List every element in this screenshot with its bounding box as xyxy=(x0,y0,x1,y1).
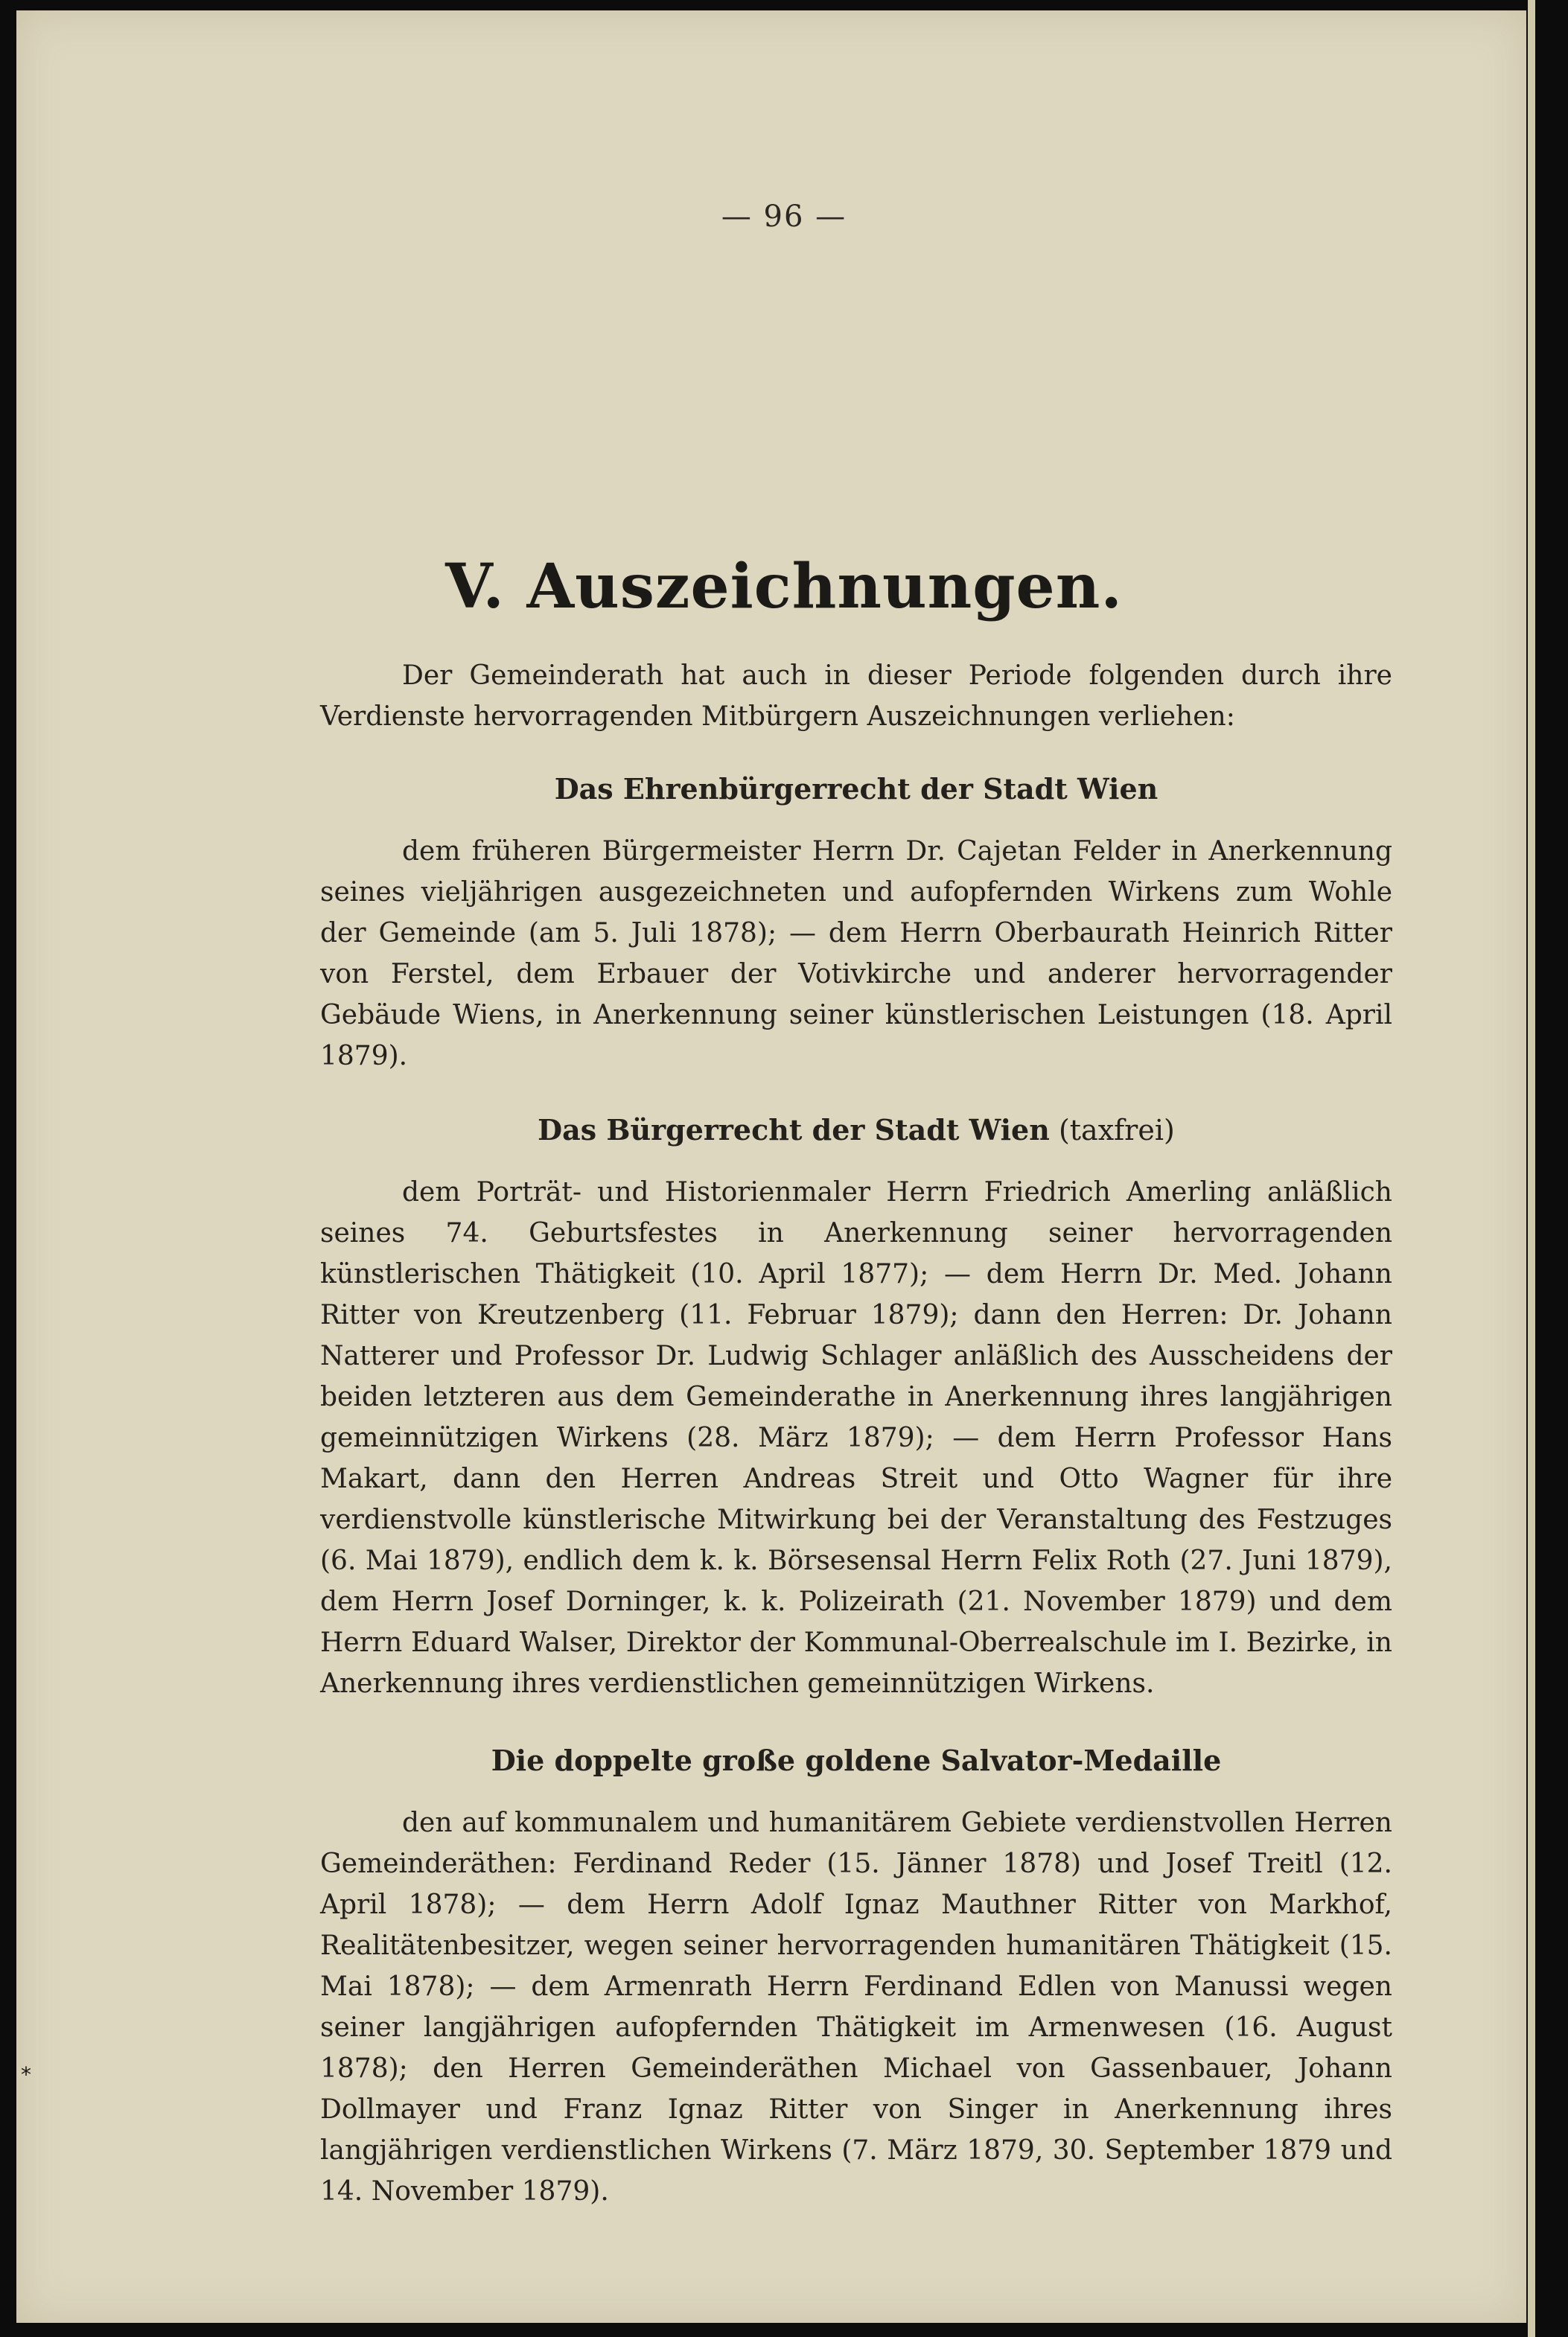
page-title: V. Auszeichnungen. xyxy=(445,551,1123,622)
document-body xyxy=(320,655,1392,2212)
page-number: — 96 — xyxy=(721,200,847,234)
page-edge xyxy=(1528,0,1535,2337)
section-heading-buergerrecht xyxy=(320,1109,1392,1151)
section-heading-salvator-medaille xyxy=(320,1740,1392,1782)
section-paragraph-ehrenbuergerrecht: dem früheren Bürgermeister Herrn Dr. Cajetan Felder in Anerkennung seines vieljährigen ausgezeichneten und aufopfernden Wirkens zum Wohle der Gemeinde (am 5. Juli 1878); — dem Herrn Oberbaurath Heinrich Ritter von Ferstel, dem Erbauer der Votivkirche und anderer hervorragender Gebäude Wiens, in Anerkennung seiner künstlerischen Leistungen (18. April 1879). xyxy=(320,836,1392,1071)
margin-mark: * xyxy=(21,2062,31,2087)
section-paragraph-buergerrecht: dem Porträt- und Historienmaler Herrn Friedrich Amerling anläßlich seines 74. Geburtsfestes in Anerkennung seiner hervorragenden künstlerischen Thätigkeit (10. April 1877); — dem Herrn Dr. Med. Johann Ritter von Kreutzenberg (11. Februar 1879); dann den Herren: Dr. Johann Natterer und Professor Dr. Ludwig Schlager anläßlich des Ausscheidens der beiden letzteren aus dem Gemeinderathe in Anerkennung ihres langjährigen gemeinnützigen Wirkens (28. März 1879); — dem Herrn Professor Hans Makart, dann den Herren Andreas Streit und Otto Wagner für ihre verdienstvolle künstlerische Mitwirkung bei der Veranstaltung des Festzuges (6. Mai 1879), endlich dem k. k. Börsesensal Herrn Felix Roth (27. Juni 1879), dem Herrn Josef Dorninger, k. k. Polizeirath (21. November 1879) und dem Herrn Eduard Walser, Direktor der Kommunal-Oberrealschule im I. Bezirke, in Anerkennung ihres verdienstlichen gemeinnützigen Wirkens. xyxy=(320,1177,1392,1699)
section-heading-text: Die doppelte große goldene Salvator-Medaille xyxy=(491,1744,1222,1777)
section-heading-text: Das Bürgerrecht der Stadt Wien xyxy=(538,1113,1050,1147)
section-heading-text: Das Ehrenbürgerrecht der Stadt Wien xyxy=(554,772,1159,806)
section-heading-suffix: (taxfrei) xyxy=(1049,1114,1175,1147)
section-heading-ehrenbuergerrecht xyxy=(320,768,1392,810)
section-paragraph-salvator-medaille: den auf kommunalem und humanitärem Gebiete verdienstvollen Herren Gemeinderäthen: Ferdinand Reder (15. Jänner 1878) und Josef Treitl (12. April 1878); — dem Herrn Adolf Ignaz Mauthner Ritter von Markhof, Realitätenbesitzer, wegen seiner hervorragenden humanitären Thätigkeit (15. Mai 1878); — dem Armenrath Herrn Ferdinand Edlen von Manussi wegen seiner langjährigen aufopfernden Thätigkeit im Armenwesen (16. August 1878); den Herren Gemeinderäthen Michael von Gassenbauer, Johann Dollmayer und Franz Ignaz Ritter von Singer in Anerkennung ihres langjährigen verdienstlichen Wirkens (7. März 1879, 30. September 1879 und 14. November 1879). xyxy=(320,1808,1392,2207)
intro-paragraph: Der Gemeinderath hat auch in dieser Periode folgenden durch ihre Verdienste hervorragenden Mitbürgern Auszeichnungen verliehen: xyxy=(320,660,1392,732)
